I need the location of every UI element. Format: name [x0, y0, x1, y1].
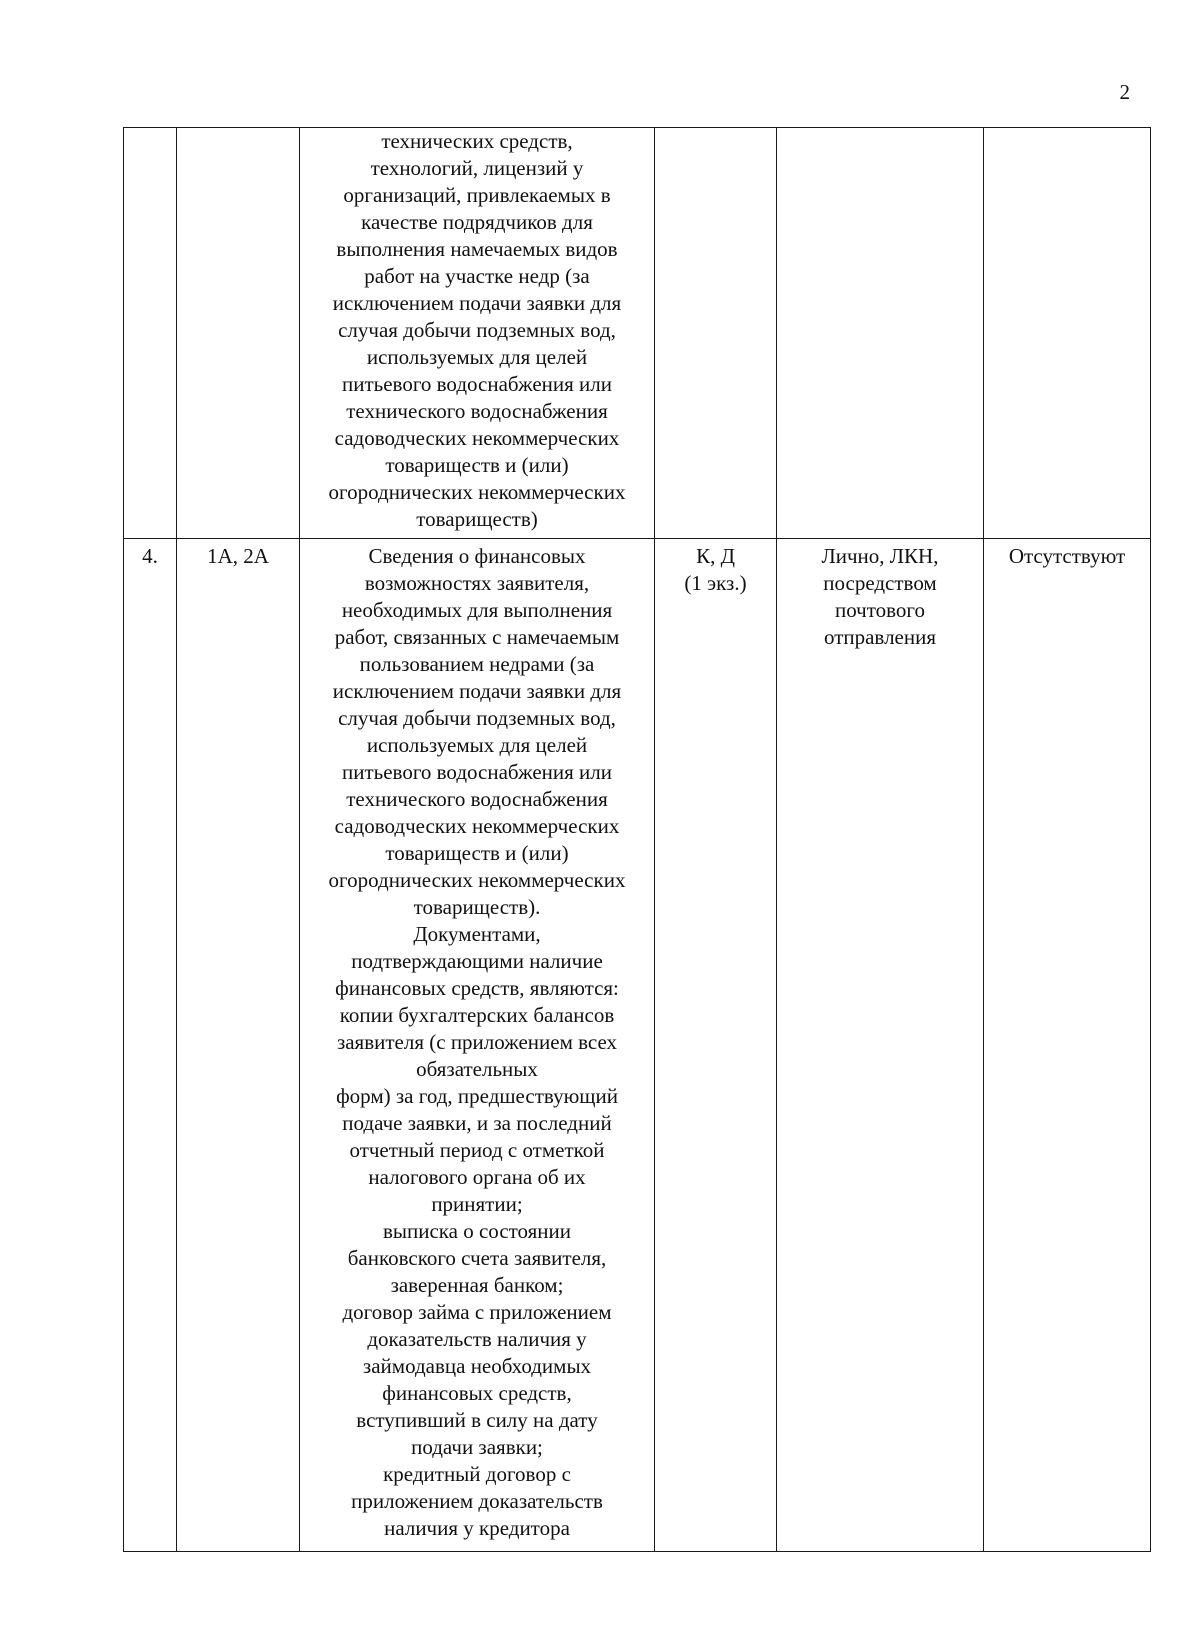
- text-line: исключением подачи заявки для: [332, 679, 622, 703]
- text-line: (1 экз.): [684, 571, 747, 595]
- codes-cell: [177, 128, 300, 539]
- text-line: отчетный период с отметкой: [349, 1138, 605, 1162]
- text-line: питьевого водоснабжения или: [342, 760, 612, 784]
- text-line: огороднических некоммерческих: [328, 480, 626, 504]
- document-table: [123, 127, 1151, 1552]
- text-line: подтверждающими наличие: [351, 949, 603, 973]
- text-line: работ на участке недр (за: [364, 264, 590, 288]
- text-line: почтового: [834, 598, 926, 622]
- text-line: обязательных: [416, 1057, 538, 1081]
- text-line: возможностях заявителя,: [364, 571, 590, 595]
- text-line: питьевого водоснабжения или: [342, 372, 612, 396]
- text-line: финансовых средств,: [382, 1381, 572, 1405]
- text-line: заявителя (с приложением всех: [336, 1030, 618, 1054]
- method-text: [781, 543, 979, 651]
- text-line: товариществ): [416, 507, 538, 531]
- text-line: технических средств,: [381, 129, 573, 153]
- text-line: садоводческих некоммерческих: [334, 426, 620, 450]
- text-line: выполнения намечаемых видов: [336, 237, 618, 261]
- text-line: налогового органа об их: [368, 1165, 586, 1189]
- text-line: огороднических некоммерческих: [328, 868, 626, 892]
- text-line: вступивший в силу на дату: [356, 1408, 598, 1432]
- description-cell: [300, 128, 655, 539]
- table-row: [124, 539, 1151, 1552]
- form-cell: [655, 128, 777, 539]
- text-line: товариществ и (или): [385, 841, 569, 865]
- text-line: Сведения о финансовых: [368, 544, 586, 568]
- text-line: садоводческих некоммерческих: [334, 814, 620, 838]
- text-line: работ, связанных с намечаемым: [334, 625, 620, 649]
- row-number-cell: 4.: [124, 539, 177, 1552]
- description-cell: [300, 539, 655, 1552]
- text-line: доказательств наличия у: [367, 1327, 587, 1351]
- text-line: выписка о состоянии: [382, 1219, 572, 1243]
- text-line: организаций, привлекаемых в: [343, 183, 611, 207]
- text-line: случая добычи подземных вод,: [338, 706, 616, 730]
- text-line: товариществ).: [413, 895, 541, 919]
- note-cell: [984, 128, 1151, 539]
- row-number-cell: [124, 128, 177, 539]
- text-line: подаче заявки, и за последний: [342, 1111, 612, 1135]
- text-line: товариществ и (или): [385, 453, 569, 477]
- description-text: [304, 128, 650, 533]
- note-cell: Отсутствуют: [984, 539, 1151, 1552]
- text-line: банковского счета заявителя,: [347, 1246, 607, 1270]
- text-line: технического водоснабжения: [346, 399, 608, 423]
- text-line: договор займа с приложением: [342, 1300, 612, 1324]
- text-line: качестве подрядчиков для: [361, 210, 593, 234]
- text-line: кредитный договор с: [383, 1462, 571, 1486]
- text-line: случая добычи подземных вод,: [338, 318, 616, 342]
- text-line: необходимых для выполнения: [341, 598, 613, 622]
- text-line: копии бухгалтерских балансов: [339, 1003, 615, 1027]
- text-line: используемых для целей: [366, 345, 588, 369]
- text-line: К, Д: [696, 544, 735, 568]
- text-line: посредством: [823, 571, 937, 595]
- form-cell: [655, 539, 777, 1552]
- text-line: финансовых средств, являются:: [335, 976, 619, 1000]
- method-cell: [777, 128, 984, 539]
- text-line: Документами,: [413, 922, 541, 946]
- table-row: [124, 128, 1151, 539]
- text-line: приложением доказательств: [351, 1489, 603, 1513]
- text-line: Лично, ЛКН,: [821, 544, 939, 568]
- method-cell: [777, 539, 984, 1552]
- text-line: отправления: [823, 625, 937, 649]
- text-line: форм) за год, предшествующий: [336, 1084, 618, 1108]
- text-line: технологий, лицензий у: [370, 156, 584, 180]
- form-text: [659, 543, 772, 597]
- text-line: технического водоснабжения: [346, 787, 608, 811]
- text-line: используемых для целей: [366, 733, 588, 757]
- text-line: пользованием недрами (за: [359, 652, 595, 676]
- text-line: подачи заявки;: [411, 1435, 543, 1459]
- text-line: заверенная банком;: [390, 1273, 564, 1297]
- page-number: 2: [1119, 80, 1130, 104]
- description-text: [304, 543, 650, 1542]
- codes-cell: 1А, 2А: [177, 539, 300, 1552]
- text-line: наличия у кредитора: [384, 1516, 570, 1540]
- text-line: исключением подачи заявки для: [332, 291, 622, 315]
- text-line: займодавца необходимых: [362, 1354, 592, 1378]
- text-line: принятии;: [431, 1192, 523, 1216]
